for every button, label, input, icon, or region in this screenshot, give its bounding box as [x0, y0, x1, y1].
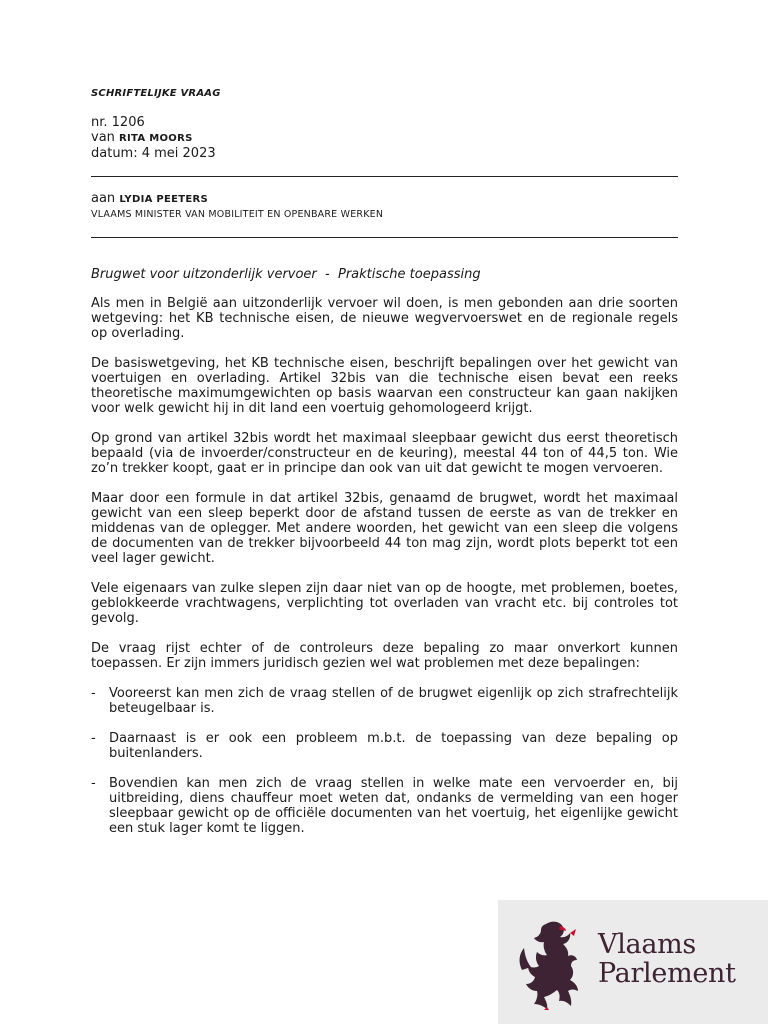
author-prefix: van	[91, 130, 120, 145]
vlaams-parlement-logo	[498, 900, 768, 1024]
list-item	[91, 731, 678, 761]
problem-list	[91, 686, 678, 836]
list-marker: -	[91, 731, 96, 746]
list-marker: -	[91, 686, 96, 701]
divider-bottom	[91, 237, 678, 238]
list-marker: -	[91, 776, 96, 791]
logo-line-2: Parlement	[598, 958, 736, 989]
flemish-lion-icon	[516, 918, 590, 1010]
addressee-line	[91, 191, 383, 207]
author-name: RITA MOORS	[119, 133, 193, 144]
question-subject: Brugwet voor uitzonderlijk vervoer - Praktische toepassing	[91, 267, 481, 282]
question-meta	[91, 115, 216, 161]
addressee-name: LYDIA PEETERS	[119, 194, 209, 205]
logo-line-1: Vlaams	[598, 929, 696, 960]
list-item-text: Vooreerst kan men zich de vraag stellen of de brugwet eigenlijk op zich strafrechtelijk beteugelbaar is.	[109, 686, 678, 716]
list-item	[91, 776, 678, 836]
body-paragraph: Op grond van artikel 32bis wordt het maximaal sleepbaar gewicht dus eerst theoretisch bepaald (via de invoerder/constructeur en de keuring), meestal 44 ton of 44,5 ton. Wie zo’n trekker koopt, gaat er in principe dan ook van uit dat gewicht te mogen vervoeren.	[91, 431, 678, 476]
addressee-role: VLAAMS MINISTER VAN MOBILITEIT EN OPENBARE WERKEN	[91, 209, 384, 220]
question-number: nr. 1206	[91, 115, 145, 130]
document-type: SCHRIFTELIJKE VRAAG	[91, 88, 221, 99]
question-body	[91, 296, 678, 851]
body-paragraph: Maar door een formule in dat artikel 32bis, genaamd de brugwet, wordt het maximaal gewicht van een sleep beperkt door de afstand tussen de eerste as van de trekker en middenas van de oplegger. Met andere woorden, het gewicht van een sleep die volgens de documenten van de trekker bijvoorbeeld 44 ton mag zijn, wordt plots beperkt tot een veel lager gewicht.	[91, 491, 678, 566]
addressee-prefix: aan	[91, 191, 120, 206]
list-item-text: Daarnaast is er ook een probleem m.b.t. de toepassing van deze bepaling op buitenlanders.	[109, 731, 678, 761]
body-paragraph: De vraag rijst echter of de controleurs deze bepaling zo maar onverkort kunnen toepassen. Er zijn immers juridisch gezien wel wat problemen met deze bepalingen:	[91, 641, 678, 671]
body-paragraph: Als men in België aan uitzonderlijk vervoer wil doen, is men gebonden aan drie soorten wetgeving: het KB technische eisen, de nieuwe wegvervoerswet en de regionale regels op overlading.	[91, 296, 678, 341]
body-paragraph: De basiswetgeving, het KB technische eisen, beschrijft bepalingen over het gewicht van voertuigen en overlading. Artikel 32bis van die technische eisen bevat een reeks theoretische maximumgewichten op basis waarvan een constructeur kan gaan nakijken voor welk gewicht hij in dit land een voertuig gehomologeerd krijgt.	[91, 356, 678, 416]
question-author	[91, 130, 216, 146]
body-paragraph: Vele eigenaars van zulke slepen zijn daar niet van op de hoogte, met problemen, boetes, geblokkeerde vrachtwagens, verplichting tot overladen van vracht etc. bij controles tot gevolg.	[91, 581, 678, 626]
list-item-text: Bovendien kan men zich de vraag stellen in welke mate een vervoerder en, bij uitbreiding, diens chauffeur moet weten dat, ondanks de vermelding van een hoger sleepbaar gewicht op de officiële documenten van het voertuig, het eigenlijke gewicht een stuk lager komt te liggen.	[109, 776, 678, 836]
divider-top	[91, 176, 678, 177]
logo-wordmark	[598, 930, 736, 988]
addressee	[91, 191, 383, 222]
list-item	[91, 686, 678, 716]
question-date: datum: 4 mei 2023	[91, 146, 216, 161]
